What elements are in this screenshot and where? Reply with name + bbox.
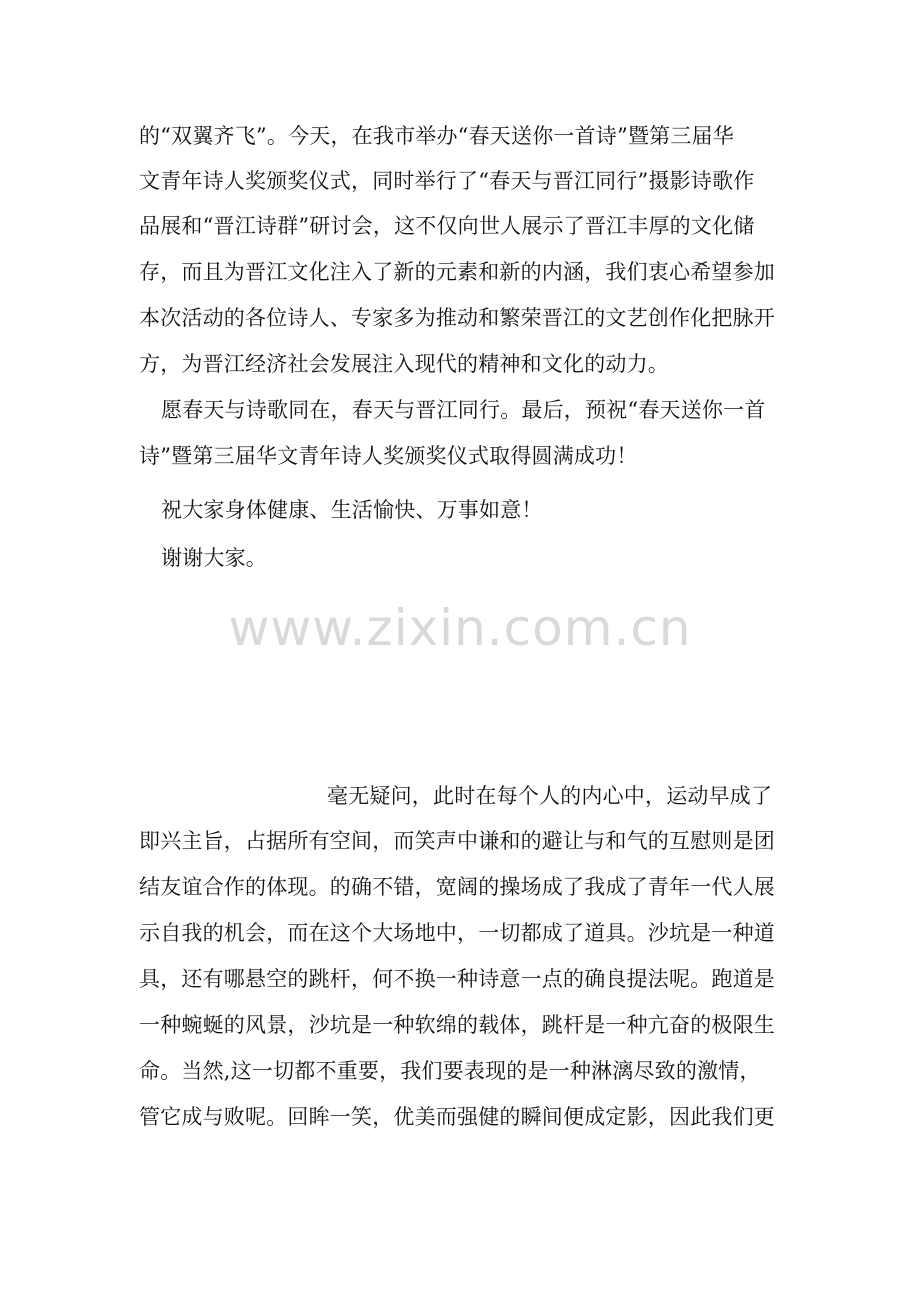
text-line: 本次活动的各位诗人、专家多为推动和繁荣晋江的文艺创作化把脉开	[139, 306, 775, 330]
text-line: 一种蜿蜒的风景，沙坑是一种软绵的载体，跳杆是一种亢奋的极限生	[139, 1013, 775, 1037]
text-line: 毫无疑问，此时在每个人的内心中，运动早成了	[327, 784, 773, 808]
text-line: 示自我的机会，而在这个大场地中，一切都成了道具。沙坑是一种道	[139, 921, 775, 945]
text-line: 品展和“晋江诗群”研讨会，这不仅向世人展示了晋江丰厚的文化储	[139, 214, 755, 238]
text-line: 管它成与败呢。回眸一笑，优美而强健的瞬间便成定影，因此我们更	[139, 1105, 775, 1129]
text-line: 结友谊合作的体现。的确不错，宽阔的操场成了我成了青年一代人展	[139, 875, 775, 899]
text-line: 具，还有哪悬空的跳杆，何不换一种诗意一点的确良提法呢。跑道是	[139, 967, 775, 991]
text-line: 祝大家身体健康、生活愉快、万事如意！	[161, 498, 543, 522]
text-line: 即兴主旨，占据所有空间，而笑声中谦和的避让与和气的互慰则是团	[139, 829, 775, 853]
text-line: 的“双翼齐飞”。今天，在我市举办“春天送你一首诗”暨第三届华	[139, 124, 734, 148]
text-line: 存，而且为晋江文化注入了新的元素和新的内涵，我们衷心希望参加	[139, 260, 775, 284]
text-line: 文青年诗人奖颁奖仪式，同时举行了“春天与晋江同行”摄影诗歌作	[139, 169, 755, 193]
text-line: 愿春天与诗歌同在，春天与晋江同行。最后，预祝“春天送你一首	[161, 398, 766, 422]
text-line: 方，为晋江经济社会发展注入现代的精神和文化的动力。	[139, 352, 669, 376]
text-line: 谢谢大家。	[161, 546, 267, 570]
text-line: 诗”暨第三届华文青年诗人奖颁奖仪式取得圆满成功！	[139, 444, 638, 468]
text-line: 命。当然,这一切都不重要，我们要表现的是一种淋漓尽致的激情，	[139, 1059, 761, 1083]
watermark-text: www.zixin.com.cn	[228, 599, 692, 657]
